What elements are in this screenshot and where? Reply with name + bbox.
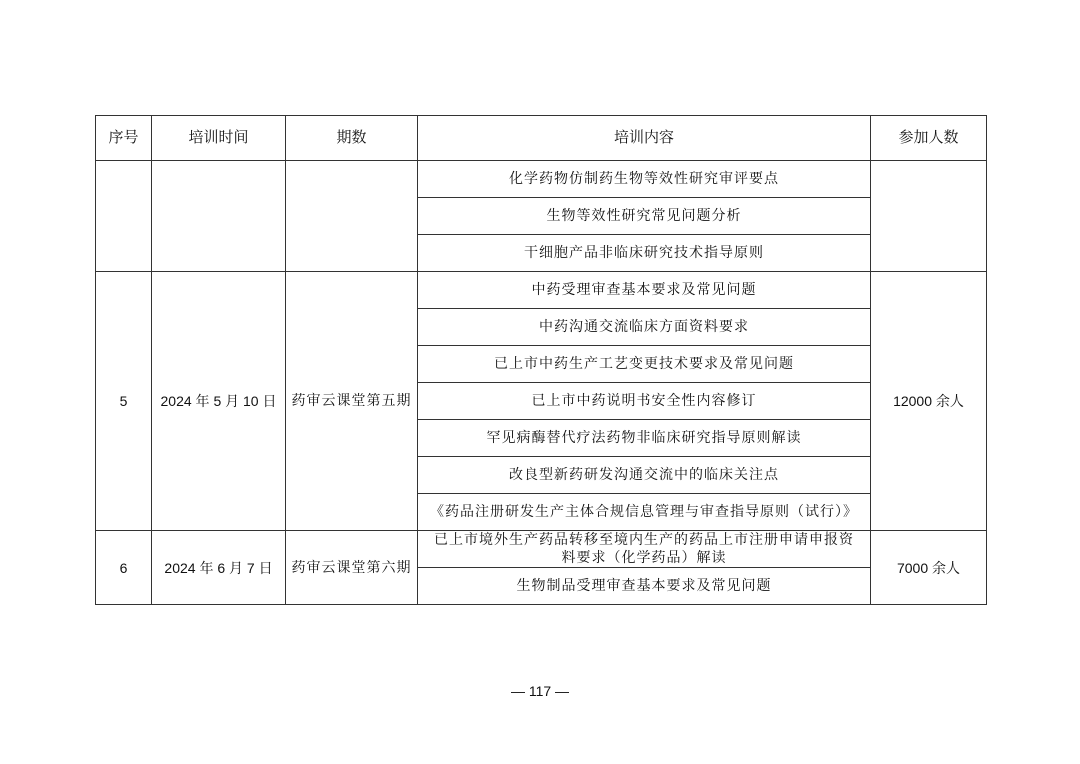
cell-content: 已上市中药说明书安全性内容修订 [418,383,871,420]
cell-attendance: 12000 余人 [871,272,987,531]
cell-content: 《药品注册研发生产主体合规信息管理与审查指导原则（试行）》 [418,494,871,531]
cell-attendance [871,161,987,272]
cell-content: 改良型新药研发沟通交流中的临床关注点 [418,457,871,494]
table-row [96,161,987,198]
cell-session: 药审云课堂第六期 [286,531,418,605]
cell-content: 生物等效性研究常见问题分析 [418,198,871,235]
table-row [96,272,987,309]
cell-index: 6 [96,531,152,605]
cell-content: 已上市境外生产药品转移至境内生产的药品上市注册申请申报资料要求（化学药品）解读 [418,531,871,568]
header-content: 培训内容 [418,116,871,161]
cell-session: 药审云课堂第五期 [286,272,418,531]
header-date: 培训时间 [152,116,286,161]
cell-content: 中药沟通交流临床方面资料要求 [418,309,871,346]
cell-content: 中药受理审查基本要求及常见问题 [418,272,871,309]
cell-date: 2024 年 6 月 7 日 [152,531,286,605]
cell-content: 生物制品受理审查基本要求及常见问题 [418,568,871,605]
cell-index [96,161,152,272]
cell-content: 化学药物仿制药生物等效性研究审评要点 [418,161,871,198]
header-session: 期数 [286,116,418,161]
cell-date [152,161,286,272]
header-row [96,116,987,161]
cell-session [286,161,418,272]
cell-date: 2024 年 5 月 10 日 [152,272,286,531]
cell-index: 5 [96,272,152,531]
cell-content: 干细胞产品非临床研究技术指导原则 [418,235,871,272]
page-number: — 117 — [510,683,570,699]
cell-content: 已上市中药生产工艺变更技术要求及常见问题 [418,346,871,383]
header-index: 序号 [96,116,152,161]
training-table [95,115,987,605]
table-row [96,531,987,568]
cell-attendance: 7000 余人 [871,531,987,605]
cell-content: 罕见病酶替代疗法药物非临床研究指导原则解读 [418,420,871,457]
header-attendance: 参加人数 [871,116,987,161]
